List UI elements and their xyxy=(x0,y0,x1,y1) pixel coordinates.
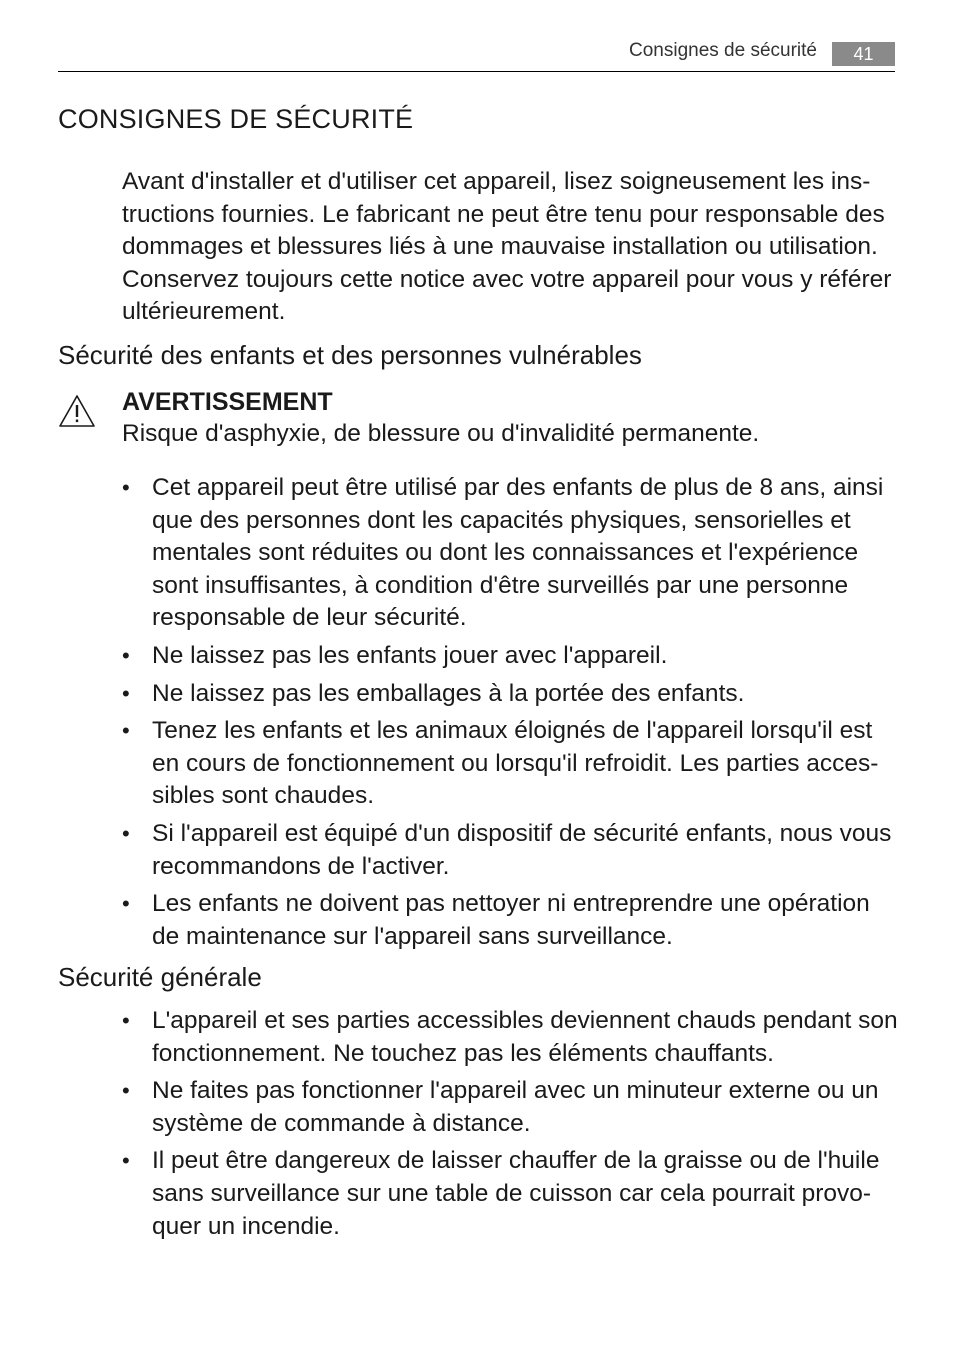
list-item xyxy=(122,640,902,673)
list-item-text: Cet appareil peut être utilisé par des enfants de plus de 8 ans, ainsi que des personnes dont les capacités physiques, sensorielles et mentales sont réduites ou dont les connaissances et l'expérience sont insuffisantes, à condition d'être surveillés par une personne responsable de leur sécurité. xyxy=(152,474,884,632)
bullet-icon: • xyxy=(122,820,130,846)
list-item xyxy=(122,715,902,813)
list-item xyxy=(122,1075,902,1140)
children-safety-heading: Sécurité des enfants et des personnes vulnérables xyxy=(58,340,642,370)
warning-triangle-icon xyxy=(58,394,96,428)
list-item xyxy=(122,678,902,711)
list-item-text: Les enfants ne doivent pas nettoyer ni entreprendre une opération de maintenance sur l'appareil sans surveillance. xyxy=(152,890,870,950)
list-item-text: Ne laissez pas les enfants jouer avec l'appareil. xyxy=(152,641,668,669)
page-number: 41 xyxy=(832,42,895,66)
bullet-icon: • xyxy=(122,891,130,917)
list-item-text: Ne faites pas fonctionner l'appareil avec un minuteur externe ou un système de commande à distance. xyxy=(152,1077,879,1137)
bullet-icon: • xyxy=(122,1008,130,1033)
bullet-icon: • xyxy=(122,642,130,668)
list-item xyxy=(122,1145,902,1243)
bullet-icon: • xyxy=(122,475,130,500)
bullet-icon: • xyxy=(122,1148,130,1174)
list-item-text: Il peut être dangereux de laisser chauffer de la graisse ou de l'huile sans surveillance sur une table de cuisson car cela pourrait provo-quer un incendie. xyxy=(152,1147,880,1240)
bullet-icon: • xyxy=(122,718,130,744)
children-safety-list xyxy=(122,472,902,958)
warning-title: AVERTISSEMENT xyxy=(122,388,333,416)
list-item xyxy=(122,888,902,953)
list-item-text: L'appareil et ses parties accessibles deviennent chauds pendant son fonctionnement. Ne touchez pas les éléments chauffants. xyxy=(152,1007,898,1067)
list-item xyxy=(122,818,902,883)
general-safety-heading: Sécurité générale xyxy=(58,962,262,992)
intro-paragraph: Avant d'installer et d'utiliser cet appareil, lisez soigneusement les ins-tructions fournies. Le fabricant ne peut être tenu pour responsable des dommages et blessures liés à une mauvaise installation ou utilisation. Conservez toujours cette notice avec votre appareil pour vous y référer ultérieurement. xyxy=(122,168,892,326)
list-item-text: Si l'appareil est équipé d'un dispositif de sécurité enfants, nous vous recommandons de l'activer. xyxy=(152,819,892,880)
warning-text: Risque d'asphyxie, de blessure ou d'invalidité permanente. xyxy=(122,420,760,447)
bullet-icon: • xyxy=(122,1078,130,1104)
page-title: CONSIGNES DE SÉCURITÉ xyxy=(58,104,414,134)
list-item-text: Tenez les enfants et les animaux éloignés de l'appareil lorsqu'il est en cours de fonctionnement ou lorsqu'il refroidit. Les parties acces-sibles sont chaudes. xyxy=(152,717,879,810)
list-item xyxy=(122,472,902,635)
page-header xyxy=(58,38,895,72)
list-item xyxy=(122,1005,902,1070)
list-item-text: Ne laissez pas les emballages à la portée des enfants. xyxy=(152,679,745,707)
header-rule xyxy=(58,71,895,72)
bullet-icon: • xyxy=(122,680,130,706)
general-safety-list xyxy=(122,1005,902,1248)
header-title: Consignes de sécurité xyxy=(629,40,817,61)
